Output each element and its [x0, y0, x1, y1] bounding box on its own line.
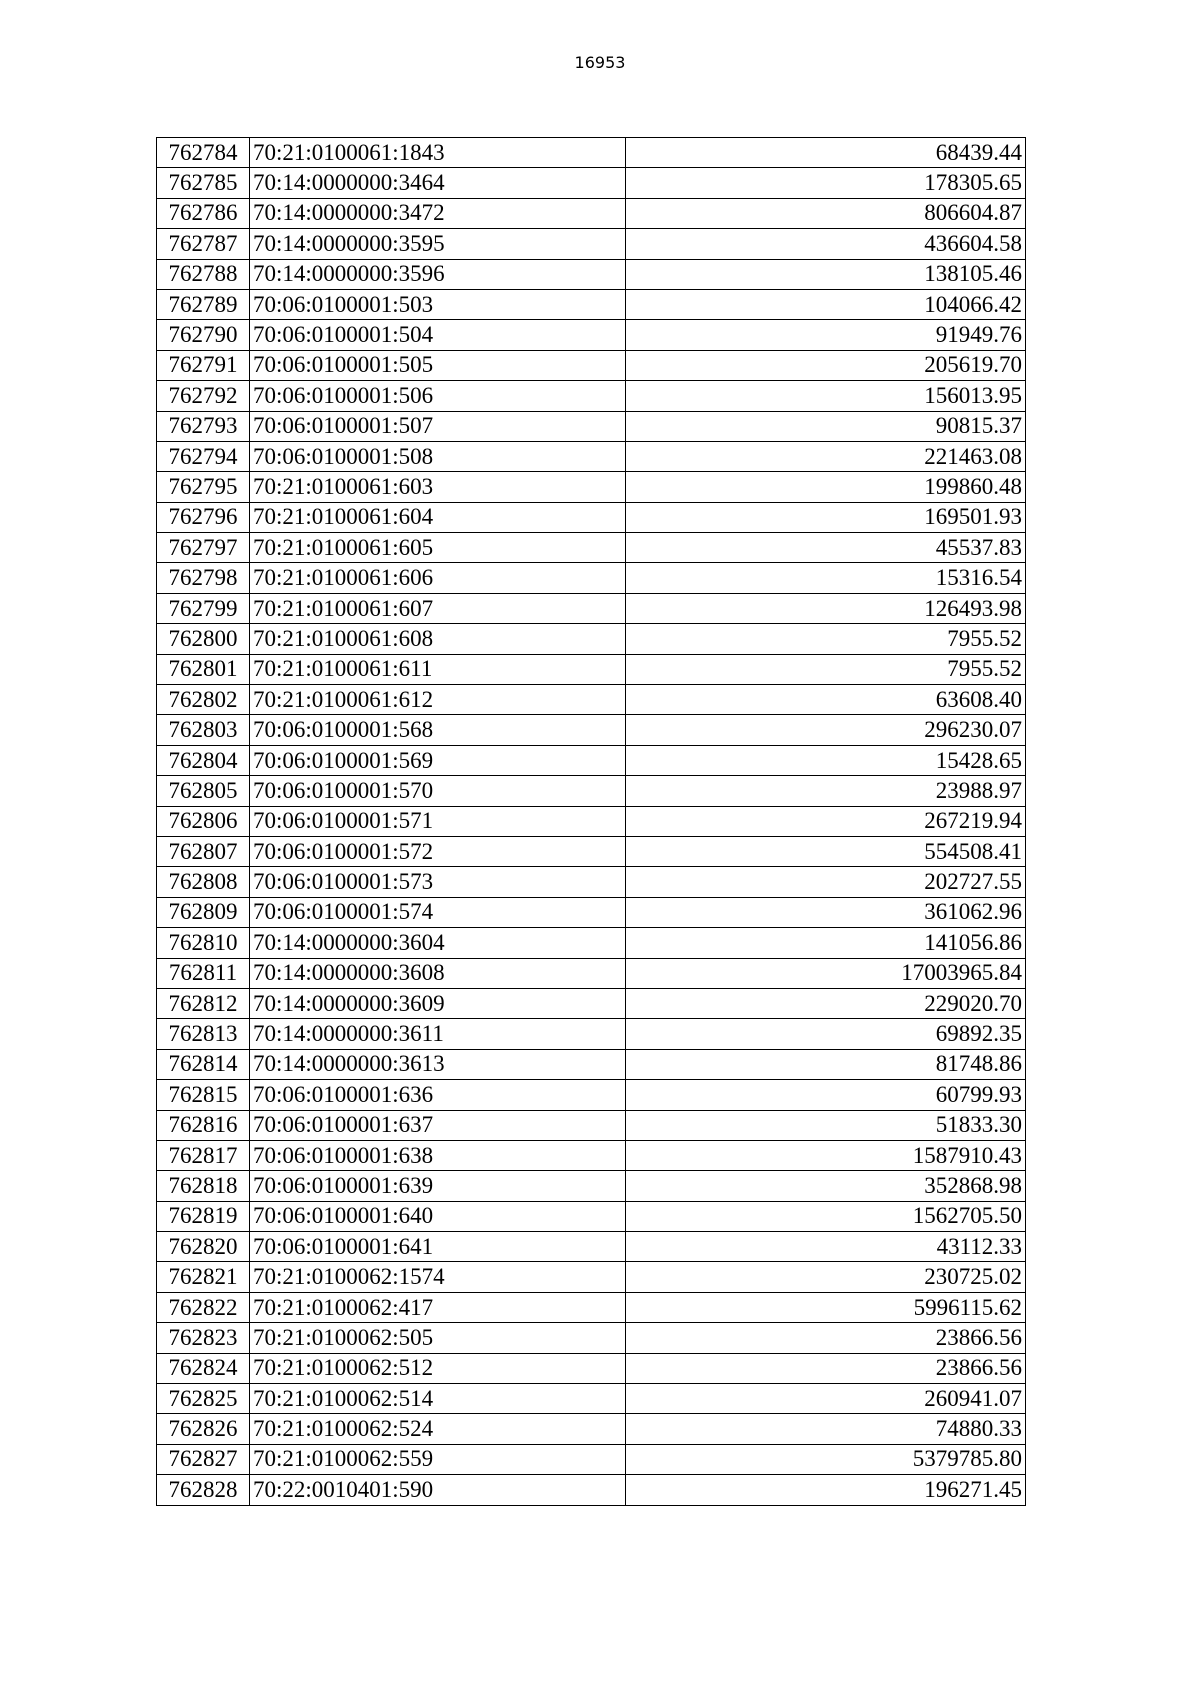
cadastral-number-cell: 70:06:0100001:640	[250, 1201, 626, 1231]
cadastral-number-cell: 70:06:0100001:568	[250, 715, 626, 745]
cadastral-value-cell: 1562705.50	[626, 1201, 1026, 1231]
cadastral-value-cell: 296230.07	[626, 715, 1026, 745]
table-body	[157, 138, 1026, 1506]
cadastral-number-cell: 70:06:0100001:507	[250, 411, 626, 441]
cadastral-value-cell: 156013.95	[626, 381, 1026, 411]
table-row	[157, 502, 1026, 532]
table-row	[157, 229, 1026, 259]
cadastral-number-cell: 70:06:0100001:505	[250, 350, 626, 380]
cadastral-number-cell: 70:14:0000000:3609	[250, 988, 626, 1018]
table-row	[157, 350, 1026, 380]
row-number-cell: 762787	[157, 229, 250, 259]
cadastral-number-cell: 70:06:0100001:638	[250, 1140, 626, 1170]
table-row	[157, 1262, 1026, 1292]
table-row	[157, 472, 1026, 502]
cadastral-value-cell: 361062.96	[626, 897, 1026, 927]
cadastral-value-cell: 17003965.84	[626, 958, 1026, 988]
row-number-cell: 762809	[157, 897, 250, 927]
table-row	[157, 1353, 1026, 1383]
cadastral-value-cell: 7955.52	[626, 654, 1026, 684]
cadastral-number-cell: 70:06:0100001:506	[250, 381, 626, 411]
cadastral-value-cell: 138105.46	[626, 259, 1026, 289]
table-row	[157, 654, 1026, 684]
cadastral-value-cell: 69892.35	[626, 1019, 1026, 1049]
cadastral-number-cell: 70:06:0100001:570	[250, 776, 626, 806]
cadastral-value-cell: 230725.02	[626, 1262, 1026, 1292]
page-number: 16953	[574, 53, 626, 72]
cadastral-value-cell: 51833.30	[626, 1110, 1026, 1140]
cadastral-number-cell: 70:06:0100001:572	[250, 836, 626, 866]
table-row	[157, 1292, 1026, 1322]
table-row	[157, 1019, 1026, 1049]
cadastral-number-cell: 70:14:0000000:3604	[250, 928, 626, 958]
cadastral-number-cell: 70:06:0100001:571	[250, 806, 626, 836]
table-row	[157, 1444, 1026, 1474]
cadastral-value-cell: 68439.44	[626, 138, 1026, 168]
row-number-cell: 762814	[157, 1049, 250, 1079]
cadastral-value-cell: 436604.58	[626, 229, 1026, 259]
table-row	[157, 958, 1026, 988]
cadastral-number-cell: 70:06:0100001:569	[250, 745, 626, 775]
cadastral-value-cell: 260941.07	[626, 1384, 1026, 1414]
cadastral-number-cell: 70:06:0100001:508	[250, 441, 626, 471]
cadastral-value-cell: 15428.65	[626, 745, 1026, 775]
row-number-cell: 762826	[157, 1414, 250, 1444]
cadastral-number-cell: 70:21:0100061:603	[250, 472, 626, 502]
cadastral-value-cell: 43112.33	[626, 1232, 1026, 1262]
row-number-cell: 762790	[157, 320, 250, 350]
table-row	[157, 168, 1026, 198]
row-number-cell: 762803	[157, 715, 250, 745]
cadastral-value-cell: 5996115.62	[626, 1292, 1026, 1322]
table-row	[157, 988, 1026, 1018]
cadastral-number-cell: 70:21:0100061:606	[250, 563, 626, 593]
row-number-cell: 762818	[157, 1171, 250, 1201]
cadastral-number-cell: 70:14:0000000:3611	[250, 1019, 626, 1049]
row-number-cell: 762798	[157, 563, 250, 593]
cadastral-value-cell: 90815.37	[626, 411, 1026, 441]
cadastral-number-cell: 70:21:0100061:605	[250, 533, 626, 563]
cadastral-value-cell: 63608.40	[626, 685, 1026, 715]
table-row	[157, 198, 1026, 228]
cadastral-value-cell: 202727.55	[626, 867, 1026, 897]
row-number-cell: 762795	[157, 472, 250, 502]
row-number-cell: 762827	[157, 1444, 250, 1474]
row-number-cell: 762828	[157, 1475, 250, 1505]
cadastral-number-cell: 70:06:0100001:503	[250, 289, 626, 319]
cadastral-value-cell: 196271.45	[626, 1475, 1026, 1505]
row-number-cell: 762822	[157, 1292, 250, 1322]
row-number-cell: 762807	[157, 836, 250, 866]
table-row	[157, 259, 1026, 289]
cadastral-value-cell: 23988.97	[626, 776, 1026, 806]
table-row	[157, 289, 1026, 319]
cadastral-number-cell: 70:06:0100001:574	[250, 897, 626, 927]
table-row	[157, 1414, 1026, 1444]
row-number-cell: 762824	[157, 1353, 250, 1383]
table-row	[157, 533, 1026, 563]
row-number-cell: 762825	[157, 1384, 250, 1414]
cadastral-value-cell: 1587910.43	[626, 1140, 1026, 1170]
row-number-cell: 762786	[157, 198, 250, 228]
cadastral-value-cell: 554508.41	[626, 836, 1026, 866]
table-row	[157, 1475, 1026, 1505]
row-number-cell: 762797	[157, 533, 250, 563]
cadastral-number-cell: 70:06:0100001:641	[250, 1232, 626, 1262]
table-row	[157, 624, 1026, 654]
row-number-cell: 762810	[157, 928, 250, 958]
cadastral-number-cell: 70:21:0100061:607	[250, 593, 626, 623]
cadastral-number-cell: 70:21:0100061:611	[250, 654, 626, 684]
table-row	[157, 138, 1026, 168]
table-row	[157, 715, 1026, 745]
cadastral-value-cell: 221463.08	[626, 441, 1026, 471]
table-row	[157, 745, 1026, 775]
table-row	[157, 320, 1026, 350]
cadastral-number-cell: 70:14:0000000:3613	[250, 1049, 626, 1079]
row-number-cell: 762788	[157, 259, 250, 289]
cadastral-number-cell: 70:21:0100061:608	[250, 624, 626, 654]
row-number-cell: 762808	[157, 867, 250, 897]
row-number-cell: 762801	[157, 654, 250, 684]
cadastral-number-cell: 70:21:0100062:1574	[250, 1262, 626, 1292]
table-row	[157, 685, 1026, 715]
table-row	[157, 928, 1026, 958]
cadastral-number-cell: 70:21:0100062:505	[250, 1323, 626, 1353]
row-number-cell: 762815	[157, 1080, 250, 1110]
table-row	[157, 1110, 1026, 1140]
cadastral-number-cell: 70:06:0100001:637	[250, 1110, 626, 1140]
cadastral-value-cell: 91949.76	[626, 320, 1026, 350]
cadastral-value-cell: 205619.70	[626, 350, 1026, 380]
table-row	[157, 1384, 1026, 1414]
row-number-cell: 762819	[157, 1201, 250, 1231]
row-number-cell: 762796	[157, 502, 250, 532]
cadastral-value-cell: 141056.86	[626, 928, 1026, 958]
row-number-cell: 762784	[157, 138, 250, 168]
table-row	[157, 1323, 1026, 1353]
row-number-cell: 762800	[157, 624, 250, 654]
cadastral-value-cell: 45537.83	[626, 533, 1026, 563]
cadastral-value-cell: 169501.93	[626, 502, 1026, 532]
cadastral-value-cell: 23866.56	[626, 1323, 1026, 1353]
row-number-cell: 762805	[157, 776, 250, 806]
table-row	[157, 1232, 1026, 1262]
row-number-cell: 762812	[157, 988, 250, 1018]
cadastral-value-cell: 267219.94	[626, 806, 1026, 836]
row-number-cell: 762789	[157, 289, 250, 319]
table-row	[157, 1080, 1026, 1110]
row-number-cell: 762811	[157, 958, 250, 988]
cadastral-number-cell: 70:06:0100001:504	[250, 320, 626, 350]
cadastral-number-cell: 70:14:0000000:3608	[250, 958, 626, 988]
table-row	[157, 806, 1026, 836]
row-number-cell: 762791	[157, 350, 250, 380]
cadastral-value-cell: 126493.98	[626, 593, 1026, 623]
row-number-cell: 762804	[157, 745, 250, 775]
cadastral-value-cell: 5379785.80	[626, 1444, 1026, 1474]
cadastral-number-cell: 70:21:0100061:604	[250, 502, 626, 532]
row-number-cell: 762802	[157, 685, 250, 715]
row-number-cell: 762785	[157, 168, 250, 198]
cadastral-number-cell: 70:21:0100062:514	[250, 1384, 626, 1414]
table-row	[157, 897, 1026, 927]
table-row	[157, 1049, 1026, 1079]
cadastral-value-cell: 199860.48	[626, 472, 1026, 502]
cadastral-value-table	[156, 137, 1026, 1506]
row-number-cell: 762806	[157, 806, 250, 836]
row-number-cell: 762821	[157, 1262, 250, 1292]
cadastral-value-cell: 74880.33	[626, 1414, 1026, 1444]
row-number-cell: 762820	[157, 1232, 250, 1262]
cadastral-number-cell: 70:06:0100001:639	[250, 1171, 626, 1201]
cadastral-value-cell: 23866.56	[626, 1353, 1026, 1383]
cadastral-value-cell: 178305.65	[626, 168, 1026, 198]
cadastral-value-cell: 15316.54	[626, 563, 1026, 593]
table-row	[157, 1171, 1026, 1201]
cadastral-value-cell: 229020.70	[626, 988, 1026, 1018]
table-row	[157, 411, 1026, 441]
row-number-cell: 762792	[157, 381, 250, 411]
row-number-cell: 762813	[157, 1019, 250, 1049]
row-number-cell: 762793	[157, 411, 250, 441]
row-number-cell: 762816	[157, 1110, 250, 1140]
cadastral-number-cell: 70:14:0000000:3464	[250, 168, 626, 198]
table-row	[157, 1140, 1026, 1170]
row-number-cell: 762799	[157, 593, 250, 623]
cadastral-value-cell: 104066.42	[626, 289, 1026, 319]
cadastral-value-cell: 81748.86	[626, 1049, 1026, 1079]
cadastral-number-cell: 70:06:0100001:636	[250, 1080, 626, 1110]
cadastral-number-cell: 70:21:0100061:612	[250, 685, 626, 715]
cadastral-number-cell: 70:21:0100062:512	[250, 1353, 626, 1383]
cadastral-number-cell: 70:21:0100061:1843	[250, 138, 626, 168]
cadastral-value-cell: 352868.98	[626, 1171, 1026, 1201]
table-row	[157, 776, 1026, 806]
table-row	[157, 381, 1026, 411]
cadastral-number-cell: 70:14:0000000:3596	[250, 259, 626, 289]
table-row	[157, 836, 1026, 866]
cadastral-number-cell: 70:21:0100062:524	[250, 1414, 626, 1444]
row-number-cell: 762794	[157, 441, 250, 471]
cadastral-number-cell: 70:21:0100062:559	[250, 1444, 626, 1474]
cadastral-number-cell: 70:14:0000000:3472	[250, 198, 626, 228]
cadastral-number-cell: 70:21:0100062:417	[250, 1292, 626, 1322]
table-row	[157, 441, 1026, 471]
cadastral-value-cell: 7955.52	[626, 624, 1026, 654]
cadastral-number-cell: 70:14:0000000:3595	[250, 229, 626, 259]
cadastral-value-cell: 60799.93	[626, 1080, 1026, 1110]
cadastral-value-cell: 806604.87	[626, 198, 1026, 228]
row-number-cell: 762823	[157, 1323, 250, 1353]
table-row	[157, 593, 1026, 623]
cadastral-number-cell: 70:06:0100001:573	[250, 867, 626, 897]
cadastral-number-cell: 70:22:0010401:590	[250, 1475, 626, 1505]
table-row	[157, 563, 1026, 593]
row-number-cell: 762817	[157, 1140, 250, 1170]
table-row	[157, 867, 1026, 897]
table-row	[157, 1201, 1026, 1231]
